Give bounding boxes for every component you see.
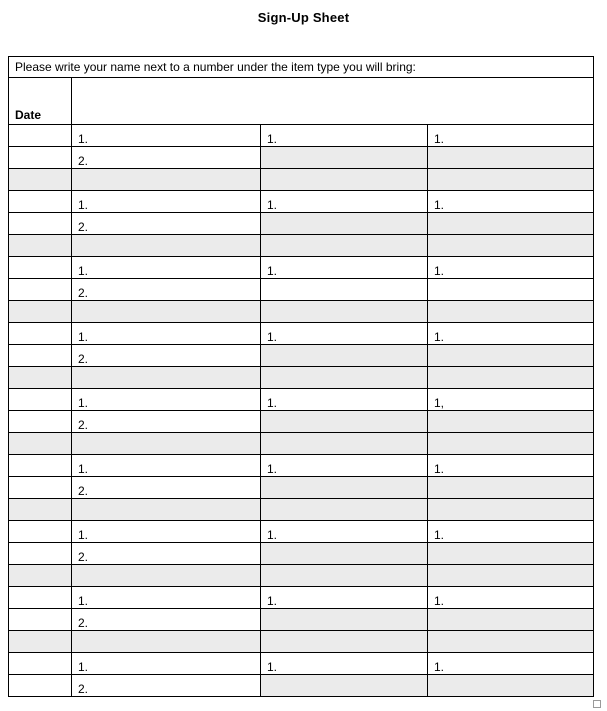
signup-cell[interactable] <box>428 345 594 367</box>
separator-cell <box>72 499 261 521</box>
table-row <box>9 653 594 675</box>
signup-slot-1[interactable]: 1. <box>72 125 261 147</box>
signup-cell[interactable] <box>428 609 594 631</box>
table-row <box>9 389 594 411</box>
signup-cell[interactable] <box>261 279 428 301</box>
signup-slot-1[interactable]: 1. <box>72 653 261 675</box>
date-cell[interactable] <box>9 345 72 367</box>
signup-table <box>8 56 594 697</box>
separator-cell <box>72 169 261 191</box>
date-cell[interactable] <box>9 675 72 697</box>
separator-cell <box>428 433 594 455</box>
separator-cell <box>9 367 72 389</box>
signup-slot-1[interactable]: 1. <box>428 125 594 147</box>
signup-slot-1[interactable]: 1. <box>72 587 261 609</box>
signup-slot-2[interactable]: 2. <box>72 147 261 169</box>
table-row <box>9 125 594 147</box>
date-cell[interactable] <box>9 609 72 631</box>
table-row <box>9 477 594 499</box>
signup-cell[interactable] <box>261 477 428 499</box>
item-type-header-cell[interactable] <box>72 78 594 125</box>
signup-cell[interactable] <box>428 213 594 235</box>
separator-cell <box>261 433 428 455</box>
date-cell[interactable] <box>9 147 72 169</box>
signup-slot-2[interactable]: 2. <box>72 609 261 631</box>
separator-row <box>9 169 594 191</box>
signup-slot-1[interactable]: 1. <box>261 257 428 279</box>
signup-slot-1[interactable]: 1. <box>428 323 594 345</box>
date-cell[interactable] <box>9 279 72 301</box>
separator-cell <box>261 169 428 191</box>
signup-cell[interactable] <box>261 675 428 697</box>
separator-cell <box>428 235 594 257</box>
table-row <box>9 257 594 279</box>
signup-slot-1[interactable]: 1. <box>261 191 428 213</box>
date-cell[interactable] <box>9 653 72 675</box>
date-cell[interactable] <box>9 213 72 235</box>
signup-slot-1[interactable]: 1. <box>261 521 428 543</box>
signup-slot-1[interactable]: 1. <box>428 455 594 477</box>
date-cell[interactable] <box>9 521 72 543</box>
date-cell[interactable] <box>9 587 72 609</box>
signup-slot-1[interactable]: 1. <box>261 587 428 609</box>
separator-row <box>9 565 594 587</box>
signup-cell[interactable] <box>428 279 594 301</box>
separator-row <box>9 235 594 257</box>
separator-cell <box>428 301 594 323</box>
signup-cell[interactable] <box>261 213 428 235</box>
separator-cell <box>261 499 428 521</box>
separator-cell <box>9 433 72 455</box>
signup-slot-2[interactable]: 2. <box>72 411 261 433</box>
separator-cell <box>9 565 72 587</box>
separator-cell <box>261 301 428 323</box>
table-row <box>9 455 594 477</box>
signup-cell[interactable] <box>428 675 594 697</box>
signup-slot-2[interactable]: 2. <box>72 675 261 697</box>
signup-slot-1[interactable]: 1. <box>261 323 428 345</box>
table-row <box>9 279 594 301</box>
date-cell[interactable] <box>9 389 72 411</box>
signup-slot-1[interactable]: 1. <box>428 521 594 543</box>
signup-slot-1[interactable]: 1. <box>72 521 261 543</box>
page-title: Sign-Up Sheet <box>257 10 350 25</box>
signup-slot-1[interactable]: 1. <box>428 653 594 675</box>
separator-cell <box>9 301 72 323</box>
table-row <box>9 147 594 169</box>
separator-cell <box>261 367 428 389</box>
signup-slot-2[interactable]: 2. <box>72 543 261 565</box>
signup-slot-1[interactable]: 1, <box>428 389 594 411</box>
separator-cell <box>72 301 261 323</box>
table-row <box>9 543 594 565</box>
signup-cell[interactable] <box>261 543 428 565</box>
separator-cell <box>261 565 428 587</box>
separator-cell <box>428 499 594 521</box>
separator-row <box>9 301 594 323</box>
separator-cell <box>428 367 594 389</box>
table-row <box>9 345 594 367</box>
date-cell[interactable] <box>9 477 72 499</box>
table-row <box>9 587 594 609</box>
separator-cell <box>72 367 261 389</box>
signup-slot-1[interactable]: 1. <box>428 587 594 609</box>
instructions-text: Please write your name next to a number under the item type you will bring: <box>9 57 594 78</box>
date-cell[interactable] <box>9 323 72 345</box>
separator-cell <box>72 433 261 455</box>
signup-cell[interactable] <box>261 609 428 631</box>
separator-cell <box>72 235 261 257</box>
signup-slot-1[interactable]: 1. <box>261 389 428 411</box>
separator-cell <box>9 631 72 653</box>
signup-cell[interactable] <box>261 147 428 169</box>
signup-slot-1[interactable]: 1. <box>261 125 428 147</box>
table-row <box>9 213 594 235</box>
date-cell[interactable] <box>9 125 72 147</box>
signup-cell[interactable] <box>261 345 428 367</box>
signup-slot-1[interactable]: 1. <box>72 257 261 279</box>
separator-cell <box>9 499 72 521</box>
signup-slot-1[interactable]: 1. <box>261 455 428 477</box>
signup-slot-1[interactable]: 1. <box>428 191 594 213</box>
separator-cell <box>72 631 261 653</box>
separator-cell <box>428 631 594 653</box>
signup-slot-1[interactable]: 1. <box>428 257 594 279</box>
separator-cell <box>72 565 261 587</box>
table-row <box>9 675 594 697</box>
header-row <box>9 78 594 125</box>
signup-slot-2[interactable]: 2. <box>72 477 261 499</box>
date-cell[interactable] <box>9 411 72 433</box>
signup-cell[interactable] <box>428 411 594 433</box>
separator-cell <box>428 169 594 191</box>
signup-slot-2[interactable]: 2. <box>72 213 261 235</box>
separator-row <box>9 631 594 653</box>
separator-cell <box>261 631 428 653</box>
instructions-row <box>9 57 594 78</box>
date-cell[interactable] <box>9 455 72 477</box>
date-column-header: Date <box>9 78 72 125</box>
signup-slot-1[interactable]: 1. <box>261 653 428 675</box>
separator-row <box>9 367 594 389</box>
separator-cell <box>9 169 72 191</box>
table-row <box>9 521 594 543</box>
table-row <box>9 191 594 213</box>
separator-row <box>9 499 594 521</box>
table-row <box>9 411 594 433</box>
separator-cell <box>9 235 72 257</box>
signup-slot-1[interactable]: 1. <box>72 323 261 345</box>
signup-slot-2[interactable]: 2. <box>72 345 261 367</box>
separator-cell <box>428 565 594 587</box>
signup-cell[interactable] <box>428 147 594 169</box>
date-cell[interactable] <box>9 191 72 213</box>
separator-row <box>9 433 594 455</box>
signup-slot-2[interactable]: 2. <box>72 279 261 301</box>
signup-slot-1[interactable]: 1. <box>72 455 261 477</box>
table-resize-handle[interactable] <box>593 700 601 708</box>
signup-cell[interactable] <box>428 543 594 565</box>
table-row <box>9 323 594 345</box>
table-row <box>9 609 594 631</box>
date-cell[interactable] <box>9 543 72 565</box>
date-cell[interactable] <box>9 257 72 279</box>
signup-cell[interactable] <box>261 411 428 433</box>
signup-slot-1[interactable]: 1. <box>72 389 261 411</box>
separator-cell <box>261 235 428 257</box>
signup-cell[interactable] <box>428 477 594 499</box>
signup-slot-1[interactable]: 1. <box>72 191 261 213</box>
